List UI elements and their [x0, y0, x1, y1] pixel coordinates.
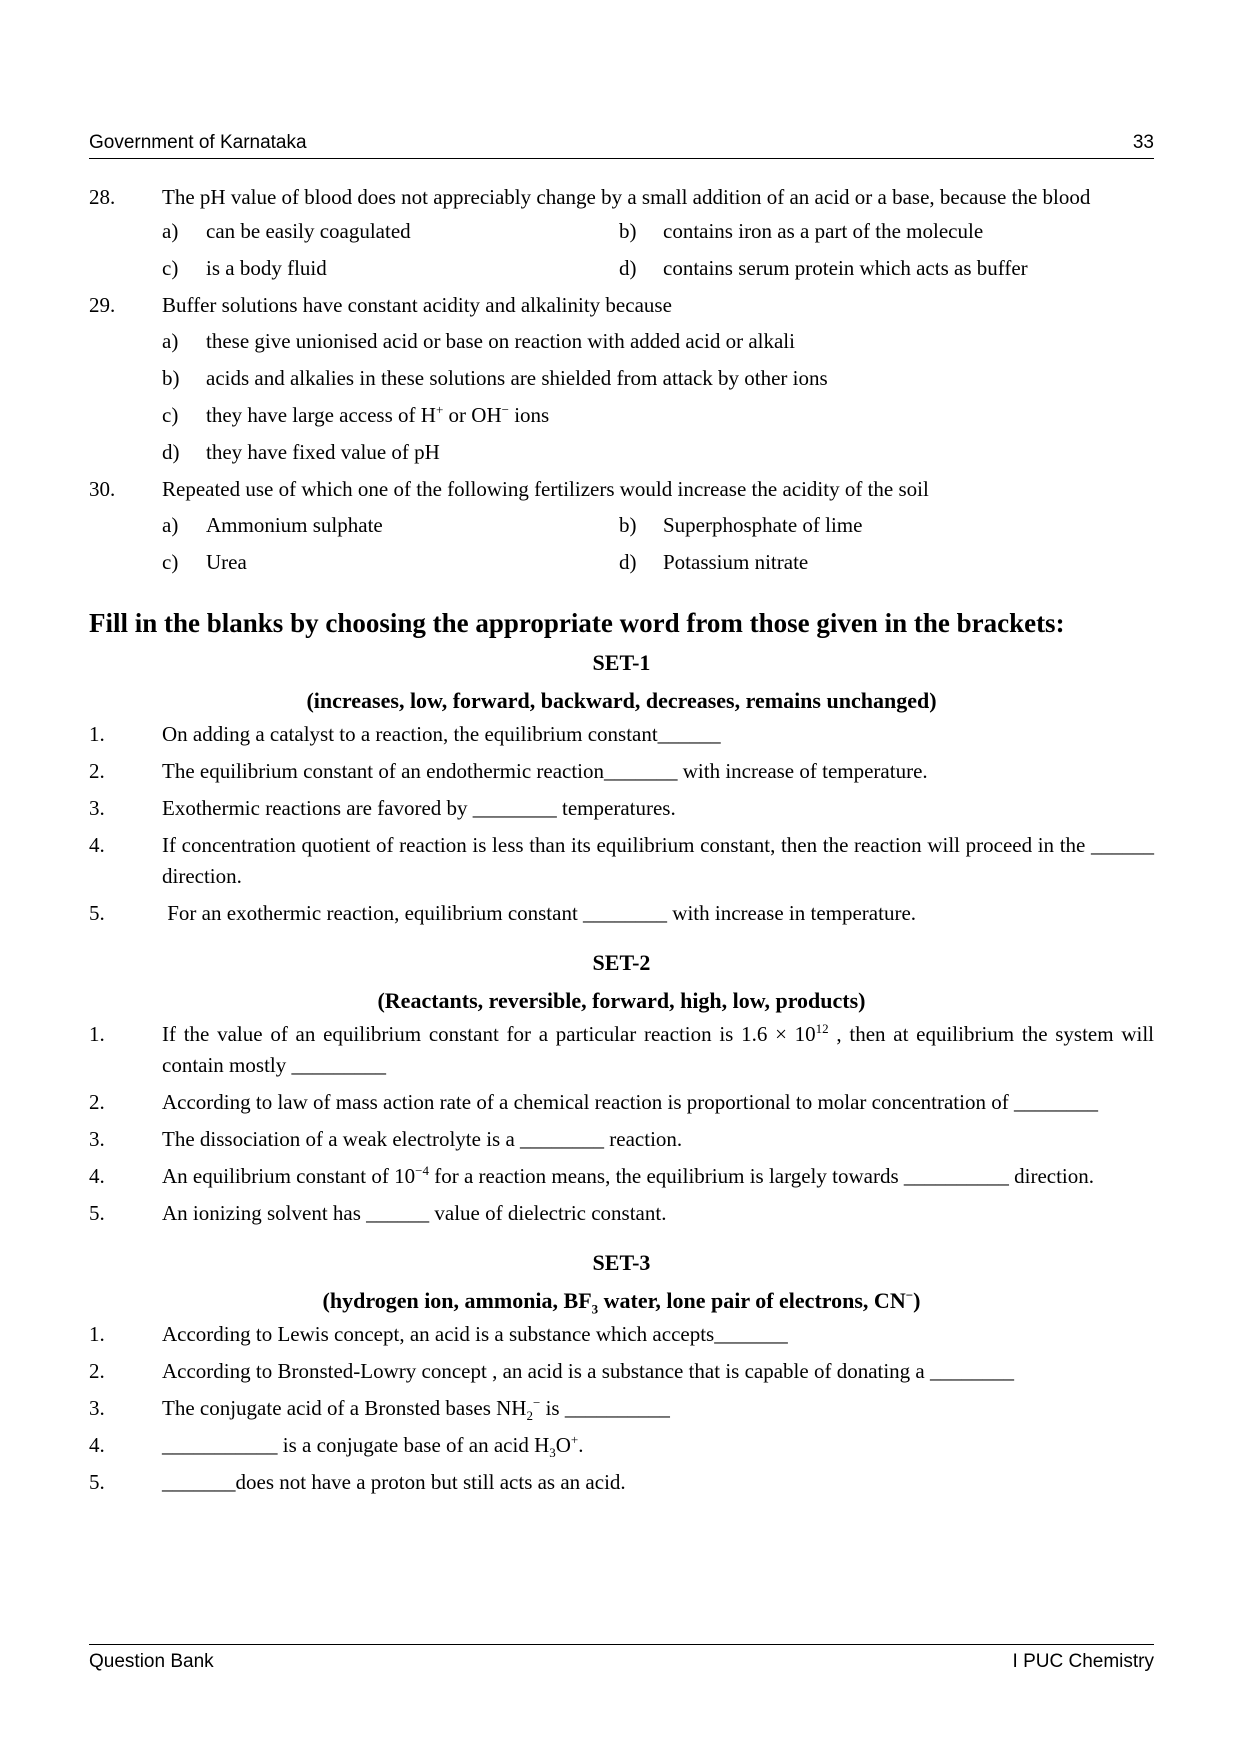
set-1-item: [89, 830, 1154, 892]
set-3-item: [89, 1467, 1154, 1498]
set-3-item: [89, 1319, 1154, 1350]
option-a: [89, 323, 1154, 360]
option-d: [89, 434, 1154, 471]
question-29: [89, 287, 1154, 323]
option-label: a): [162, 219, 179, 243]
question-text: Buffer solutions have constant acidity and alkalinity because: [162, 293, 672, 317]
set-2-item: [89, 1161, 1154, 1192]
item-number: 1.: [89, 1322, 105, 1346]
item-text: An equilibrium constant of $10^{-4}$ for a reaction means, the equilibrium is largely towards __________ direction.: [162, 1163, 1095, 1188]
option-row: [89, 544, 1154, 581]
item-text: On adding a catalyst to a reaction, the equilibrium constant______: [162, 722, 721, 746]
question-number: 28.: [89, 185, 116, 209]
item-text: For an exothermic reaction, equilibrium constant ________ with increase in temperature.: [162, 901, 917, 925]
option-label: a): [162, 513, 179, 537]
set-1-word-list: (increases, low, forward, backward, decreases, remains unchanged): [306, 688, 937, 713]
set-1-title: SET-1: [592, 650, 651, 675]
footer-left: Question Bank: [89, 1651, 214, 1672]
item-text: According to law of mass action rate of a chemical reaction is proportional to molar concentration of ________: [162, 1090, 1098, 1114]
option-text: can be easily coagulated: [206, 219, 411, 243]
item-number: 3.: [89, 796, 105, 820]
set-1-item: [89, 898, 1154, 929]
option-label: c): [162, 403, 179, 427]
set-1-item: [89, 756, 1154, 787]
set-2-item: [89, 1198, 1154, 1229]
item-text: ___________ is a conjugate base of an acid $H_3O^+$.: [162, 1432, 584, 1461]
option-label: c): [162, 256, 179, 280]
option-text: is a body fluid: [206, 256, 327, 280]
option-row: [89, 213, 1154, 250]
page-content: [89, 182, 1154, 1504]
item-text: An ionizing solvent has ______ value of dielectric constant.: [162, 1201, 667, 1225]
set-2-item: [89, 1019, 1154, 1081]
option-label: d): [619, 256, 637, 280]
option-label: c): [162, 550, 179, 574]
item-text: According to Bronsted-Lowry concept , an acid is a substance that is capable of donating a ________: [162, 1359, 1015, 1383]
option-text: Potassium nitrate: [663, 550, 809, 574]
header-title: Government of Karnataka: [89, 132, 307, 153]
item-number: 4.: [89, 1433, 105, 1457]
option-text: they have large access of H+ or OH− ions: [206, 402, 550, 427]
option-row: [89, 507, 1154, 544]
option-text: contains iron as a part of the molecule: [663, 219, 984, 243]
set-2-title: SET-2: [592, 950, 651, 975]
set-1-item: [89, 793, 1154, 824]
option-text: Superphosphate of lime: [663, 513, 863, 537]
option-label: d): [619, 550, 637, 574]
item-number: 5.: [89, 901, 105, 925]
set-3-title: SET-3: [592, 1250, 651, 1275]
item-number: 3.: [89, 1127, 105, 1151]
item-number: 4.: [89, 833, 105, 857]
page-header: [89, 132, 1154, 159]
option-c: [89, 397, 1154, 434]
option-label: b): [162, 366, 180, 390]
item-number: 1.: [89, 722, 105, 746]
item-number: 5.: [89, 1201, 105, 1225]
item-number: 2.: [89, 759, 105, 783]
question-text: Repeated use of which one of the following fertilizers would increase the acidity of the soil: [162, 477, 929, 501]
fill-blanks-heading: Fill in the blanks by choosing the appropriate word from those given in the brackets:: [89, 608, 1065, 638]
set-1-item: [89, 719, 1154, 750]
item-number: 4.: [89, 1164, 105, 1188]
page-footer: [89, 1644, 1154, 1677]
footer-right: I PUC Chemistry: [1012, 1651, 1154, 1672]
option-label: a): [162, 329, 179, 353]
item-text: The conjugate acid of a Bronsted bases $NH_2^-$ is __________: [162, 1395, 670, 1424]
item-text: If concentration quotient of reaction is less than its equilibrium constant, then the reaction will proceed in the ______ direction.: [162, 833, 1154, 888]
set-3-item: [89, 1430, 1154, 1461]
set-2-item: [89, 1087, 1154, 1118]
question-30: [89, 471, 1154, 507]
set-3-item: [89, 1393, 1154, 1424]
item-text: The dissociation of a weak electrolyte is a ________ reaction.: [162, 1127, 683, 1151]
item-number: 3.: [89, 1396, 105, 1420]
item-text: The equilibrium constant of an endothermic reaction_______ with increase of temperature.: [162, 759, 928, 783]
page-number: 33: [1132, 132, 1154, 153]
question-number: 29.: [89, 293, 116, 317]
set-3-item: [89, 1356, 1154, 1387]
option-text: they have fixed value of pH: [206, 440, 440, 464]
option-label: b): [619, 513, 637, 537]
item-number: 2.: [89, 1359, 105, 1383]
set-2-item: [89, 1124, 1154, 1155]
option-text: Urea: [206, 550, 247, 574]
item-text: If the value of an equilibrium constant for a particular reaction is $1.6 \times 10^{12}$ , then at equilibrium the system will contain mostly _________: [162, 1021, 1154, 1077]
option-label: b): [619, 219, 637, 243]
item-number: 5.: [89, 1470, 105, 1494]
item-text: _______does not have a proton but still acts as an acid.: [162, 1470, 626, 1494]
item-number: 2.: [89, 1090, 105, 1114]
question-text: The pH value of blood does not appreciably change by a small addition of an acid or a base, because the blood: [162, 185, 1091, 209]
item-text: Exothermic reactions are favored by ________ temperatures.: [162, 796, 676, 820]
set-2-word-list: (Reactants, reversible, forward, high, low, products): [377, 988, 866, 1013]
question-28: [89, 182, 1154, 213]
option-text: these give unionised acid or base on reaction with added acid or alkali: [206, 329, 795, 353]
item-number: 1.: [89, 1022, 105, 1046]
set-3-word-list: (hydrogen ion, ammonia, $BF_3$ water, lone pair of electrons, CN−): [322, 1287, 921, 1317]
option-text: contains serum protein which acts as buffer: [663, 256, 1028, 280]
option-text: acids and alkalies in these solutions are shielded from attack by other ions: [206, 366, 828, 390]
option-b: [89, 360, 1154, 397]
option-text: Ammonium sulphate: [206, 513, 383, 537]
option-label: d): [162, 440, 180, 464]
option-row: [89, 250, 1154, 287]
question-number: 30.: [89, 477, 116, 501]
item-text: According to Lewis concept, an acid is a substance which accepts_______: [162, 1322, 788, 1346]
